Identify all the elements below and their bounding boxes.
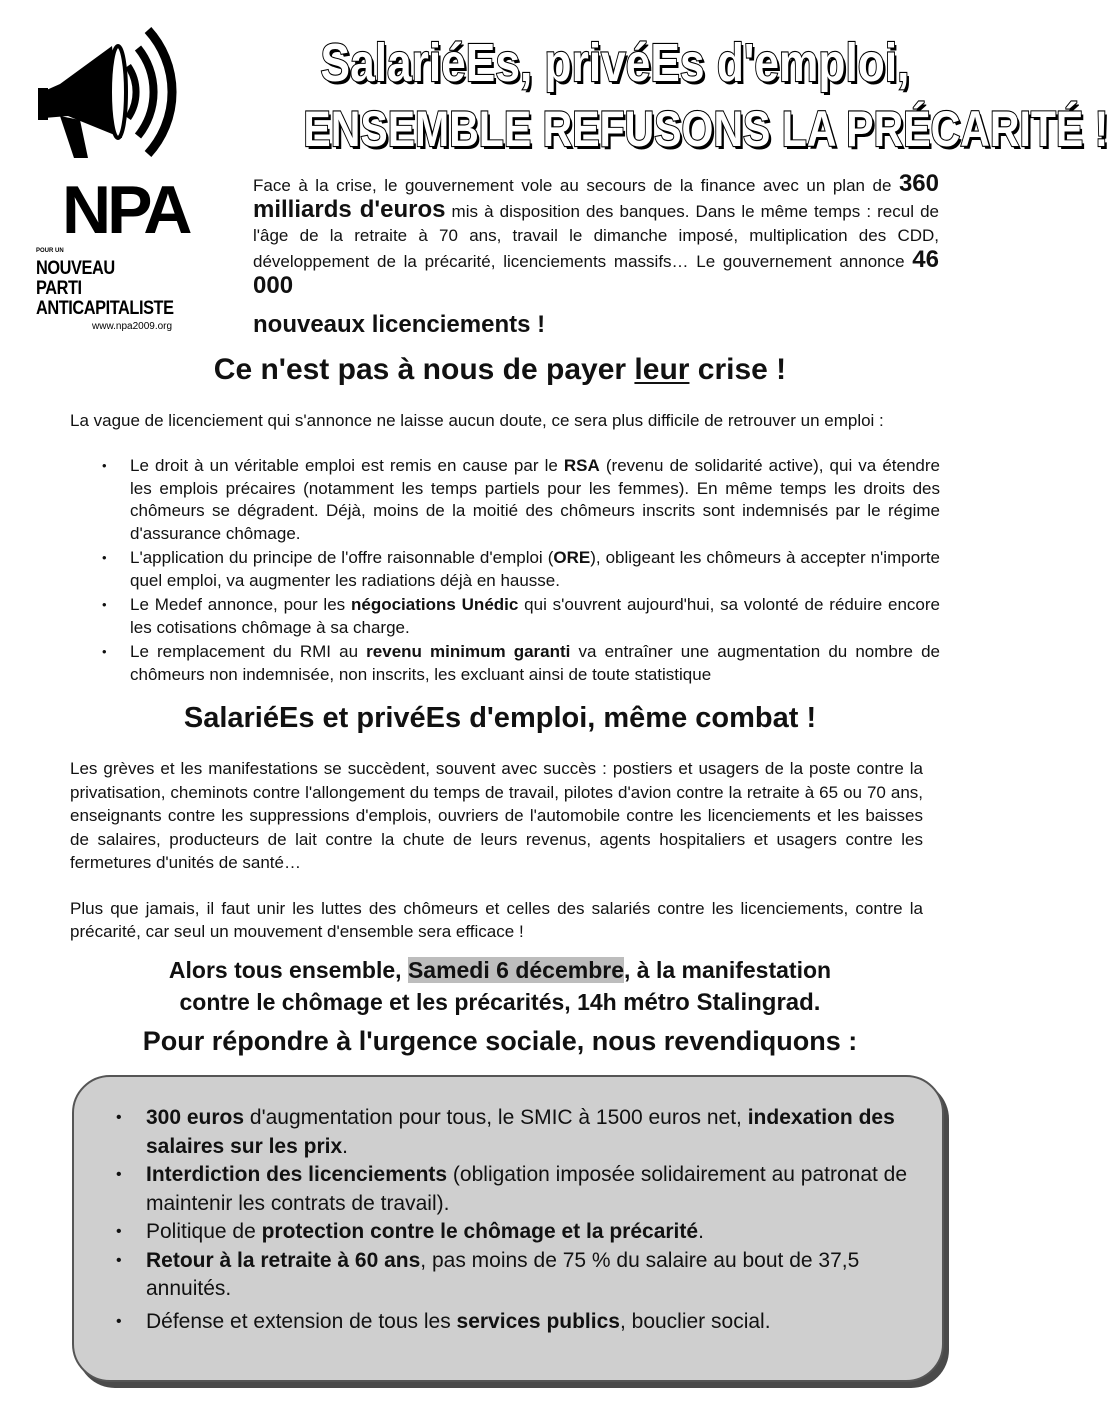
intro-text-2: mis à disposition des banques. Dans le même temps : recul de l'âge de la retraite à 70 ans, travail le dimanche imposé, multiplication des CDD, développement de la précarité, licenciements massifs… Le gouvernement annonce	[253, 202, 939, 271]
logo-url: www.npa2009.org	[92, 321, 173, 332]
list-item: • Le Medef annonce, pour les négociations Unédic qui s'ouvrent aujourd'hui, sa volonté de réduire encore les cotisations chômage à sa charge.	[100, 594, 940, 639]
demands-heading: Pour répondre à l'urgence sociale, nous revendiquons :	[142, 1026, 858, 1056]
location: métro Stalingrad.	[623, 989, 821, 1016]
list-item: • 300 euros d'augmentation pour tous, le SMIC à 1500 euros net, indexation des salaires sur les prix.	[110, 1104, 920, 1161]
section-heading-combat: SalariéEs et privéEs d'emploi, même combat !	[183, 702, 817, 734]
section1-bullet-list	[100, 455, 940, 688]
section2-paragraph-1: Les grèves et les manifestations se succèdent, souvent avec succès : postiers et usagers de la poste contre la privatisation, cheminots contre l'allongement du temps de travail, pilotes d'avion contre la retraite à 65 ou 70 ans, enseignants contre les suppressions d'emplois, ouvriers de l'automobile contre les licenciements et les baisses de salaires, producteurs de lait contre la chute de leurs revenus, agents hospitaliers et usagers contre les fermetures d'unités de santé…	[70, 759, 923, 872]
logo-tagline: POUR UN	[36, 248, 64, 254]
intro-text-1: Face à la crise, le gouvernement vole au secours de la finance avec un plan de	[253, 176, 899, 195]
list-item: • Interdiction des licenciements (obligation imposée solidairement au patronat de maintenir les contrats de travail).	[110, 1161, 920, 1218]
logo-line-parti: PARTI	[36, 278, 82, 299]
call-to-action-line1: Alors tous ensemble, Samedi 6 décembre, à la manifestation	[168, 957, 832, 983]
list-item: • Le droit à un véritable emploi est remis en cause par le RSA (revenu de solidarité active), qui va étendre les emplois précaires (notamment les temps partiels pour les femmes). En même temps les droits des chômeurs se dégradent. Déjà, moins de la moitié des chômeurs inscrits sont indemnisés par le régime d'assurance chômage.	[100, 455, 940, 545]
intro-paragraph	[253, 172, 939, 300]
demands-list	[110, 1104, 920, 1336]
page-title-line1: SalariéEs, privéEs d'emploi,	[320, 33, 910, 93]
list-item: • Défense et extension de tous les services publics, bouclier social.	[110, 1308, 920, 1337]
underlined-word: leur	[634, 353, 690, 386]
intro-count: 46 000	[253, 246, 939, 299]
list-item: • Retour à la retraite à 60 ans, pas moins de 75 % du salaire au bout de 37,5 annuités.	[110, 1247, 920, 1304]
date-highlight: Samedi 6 décembre	[407, 957, 624, 983]
logo-wordmark: NPA	[62, 172, 189, 248]
list-item: • Le remplacement du RMI au revenu minimum garanti va entraîner une augmentation du nombre de chômeurs non indemnisée, non inscrits, les excluant ainsi de toute statistique	[100, 641, 940, 686]
list-item: • L'application du principe de l'offre raisonnable d'emploi (ORE), obligeant les chômeurs à accepter n'importe quel emploi, va augmenter les radiations déjà en hausse.	[100, 547, 940, 592]
logo-line-anticapitaliste: ANTICAPITALISTE	[36, 298, 174, 319]
section1-paragraph: La vague de licenciement qui s'annonce ne laisse aucun doute, ce sera plus difficile de retrouver un emploi :	[70, 411, 884, 430]
list-item: • Politique de protection contre le chômage et la précarité.	[110, 1218, 920, 1247]
logo-line-nouveau: NOUVEAU	[36, 258, 115, 279]
section-heading-crise: Ce n'est pas à nous de payer leur crise !	[213, 353, 787, 386]
call-to-action-line2: contre le chômage et les précarités, 14h métro Stalingrad.	[179, 989, 821, 1016]
page-title-line2: ENSEMBLE REFUSONS LA PRÉCARITÉ !	[303, 101, 1108, 157]
section2-paragraph-2: Plus que jamais, il faut unir les luttes des chômeurs et celles des salariés contre les licenciements, contre la précarité, car seul un mouvement d'ensemble sera efficace !	[70, 899, 923, 941]
intro-amount: 360 milliards d'euros	[253, 170, 939, 223]
intro-headline: nouveaux licenciements !	[253, 311, 546, 338]
